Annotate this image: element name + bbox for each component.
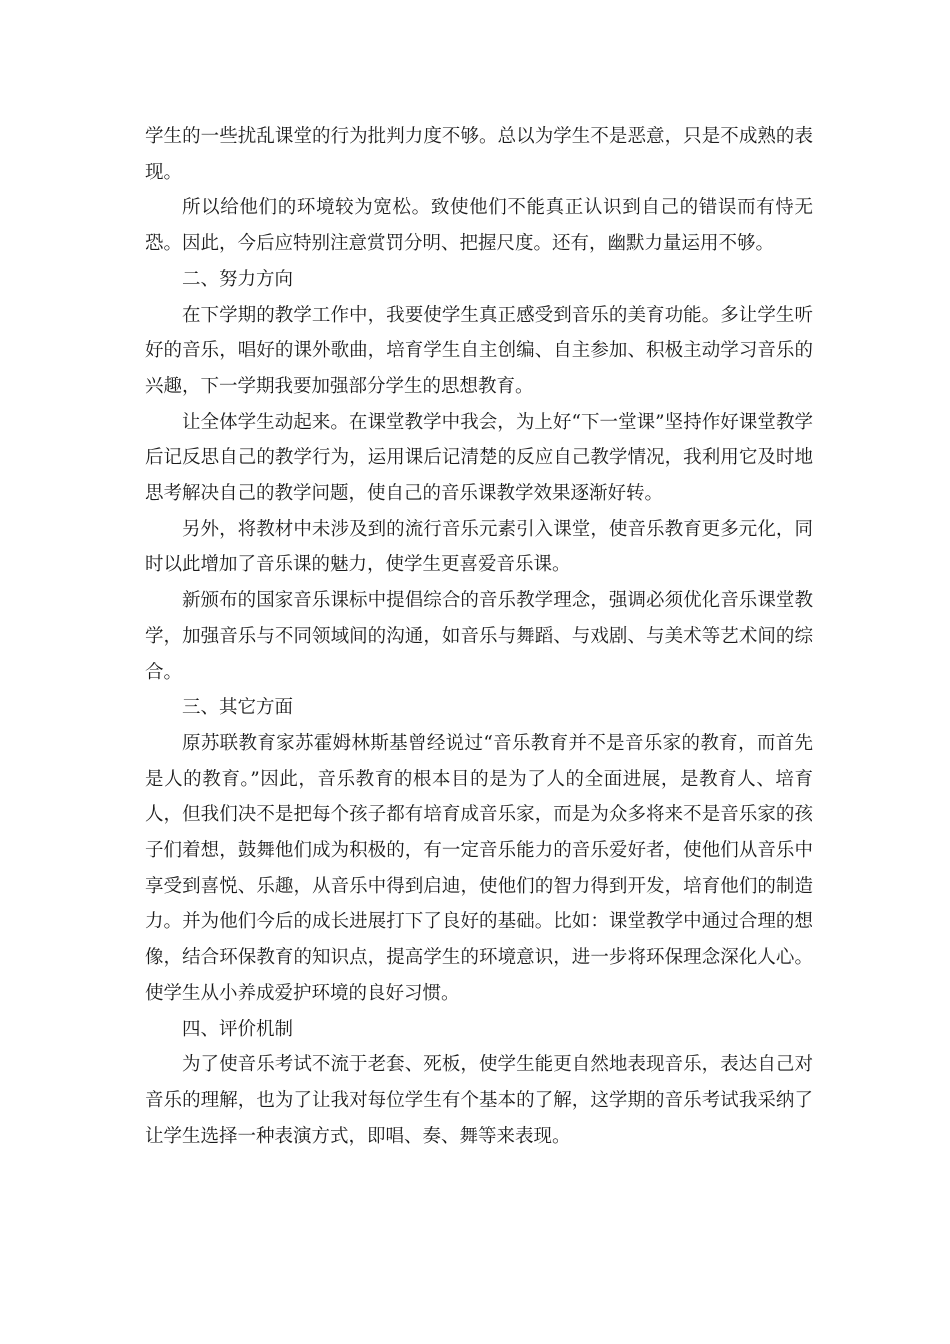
- paragraph: 为了使音乐考试不流于老套、死板，使学生能更自然地表现音乐，表达自己对音乐的理解，也为了让我对每位学生有个基本的了解，这学期的音乐考试我采纳了让学生选择一种表演方式，即唱、奏、舞等来表现。: [145, 1054, 813, 1147]
- section-heading-direction: 二、努力方向: [182, 268, 294, 290]
- paragraph: 原苏联教育家苏霍姆林斯基曾经说过“音乐教育并不是音乐家的教育，而首先是人的教育。”因此，音乐教育的根本目的是为了人的全面进展，是教育人、培育人，但我们决不是把每个孩子都有培育成音乐家，而是为众多将来不是音乐家的孩子们着想，鼓舞他们成为积极的，有一定音乐能力的音乐爱好者，使他们从音乐中享受到喜悦、乐趣，从音乐中得到启迪，使他们的智力得到开发，培育他们的制造力。并为他们今后的成长进展打下了良好的基础。比如：课堂教学中通过合理的想像，结合环保教育的知识点，提高学生的环境意识，进一步将环保理念深化人心。使学生从小养成爱护环境的良好习惯。: [145, 732, 813, 1004]
- paragraph-continuation: 学生的一些扰乱课堂的行为批判力度不够。总以为学生不是恶意，只是不成熟的表现。: [145, 126, 813, 183]
- paragraph: 让全体学生动起来。在课堂教学中我会，为上好“下一堂课”坚持作好课堂教学后记反思自己的教学行为，运用课后记清楚的反应自己教学情况，我利用它及时地思考解决自己的教学问题，使自己的音乐课教学效果逐渐好转。: [145, 411, 813, 505]
- section-heading-other: 三、其它方面: [182, 697, 294, 719]
- document-body: [145, 119, 813, 1154]
- paragraph: 另外，将教材中未涉及到的流行音乐元素引入课堂，使音乐教育更多元化，同时以此增加了音乐课的魅力，使学生更喜爱音乐课。: [145, 518, 813, 576]
- paragraph: 所以给他们的环境较为宽松。致使他们不能真正认识到自己的错误而有恃无恐。因此，今后应特别注意赏罚分明、把握尺度。还有，幽默力量运用不够。: [145, 197, 813, 255]
- section-heading-evaluation: 四、评价机制: [182, 1018, 294, 1040]
- paragraph: 在下学期的教学工作中，我要使学生真正感受到音乐的美育功能。多让学生听好的音乐，唱好的课外歌曲，培育学生自主创编、自主参加、积极主动学习音乐的兴趣，下一学期我要加强部分学生的思想教育。: [145, 304, 813, 397]
- paragraph: 新颁布的国家音乐课标中提倡综合的音乐教学理念，强调必须优化音乐课堂教学，加强音乐与不同领域间的沟通，如音乐与舞蹈、与戏剧、与美术等艺术间的综合。: [145, 590, 813, 683]
